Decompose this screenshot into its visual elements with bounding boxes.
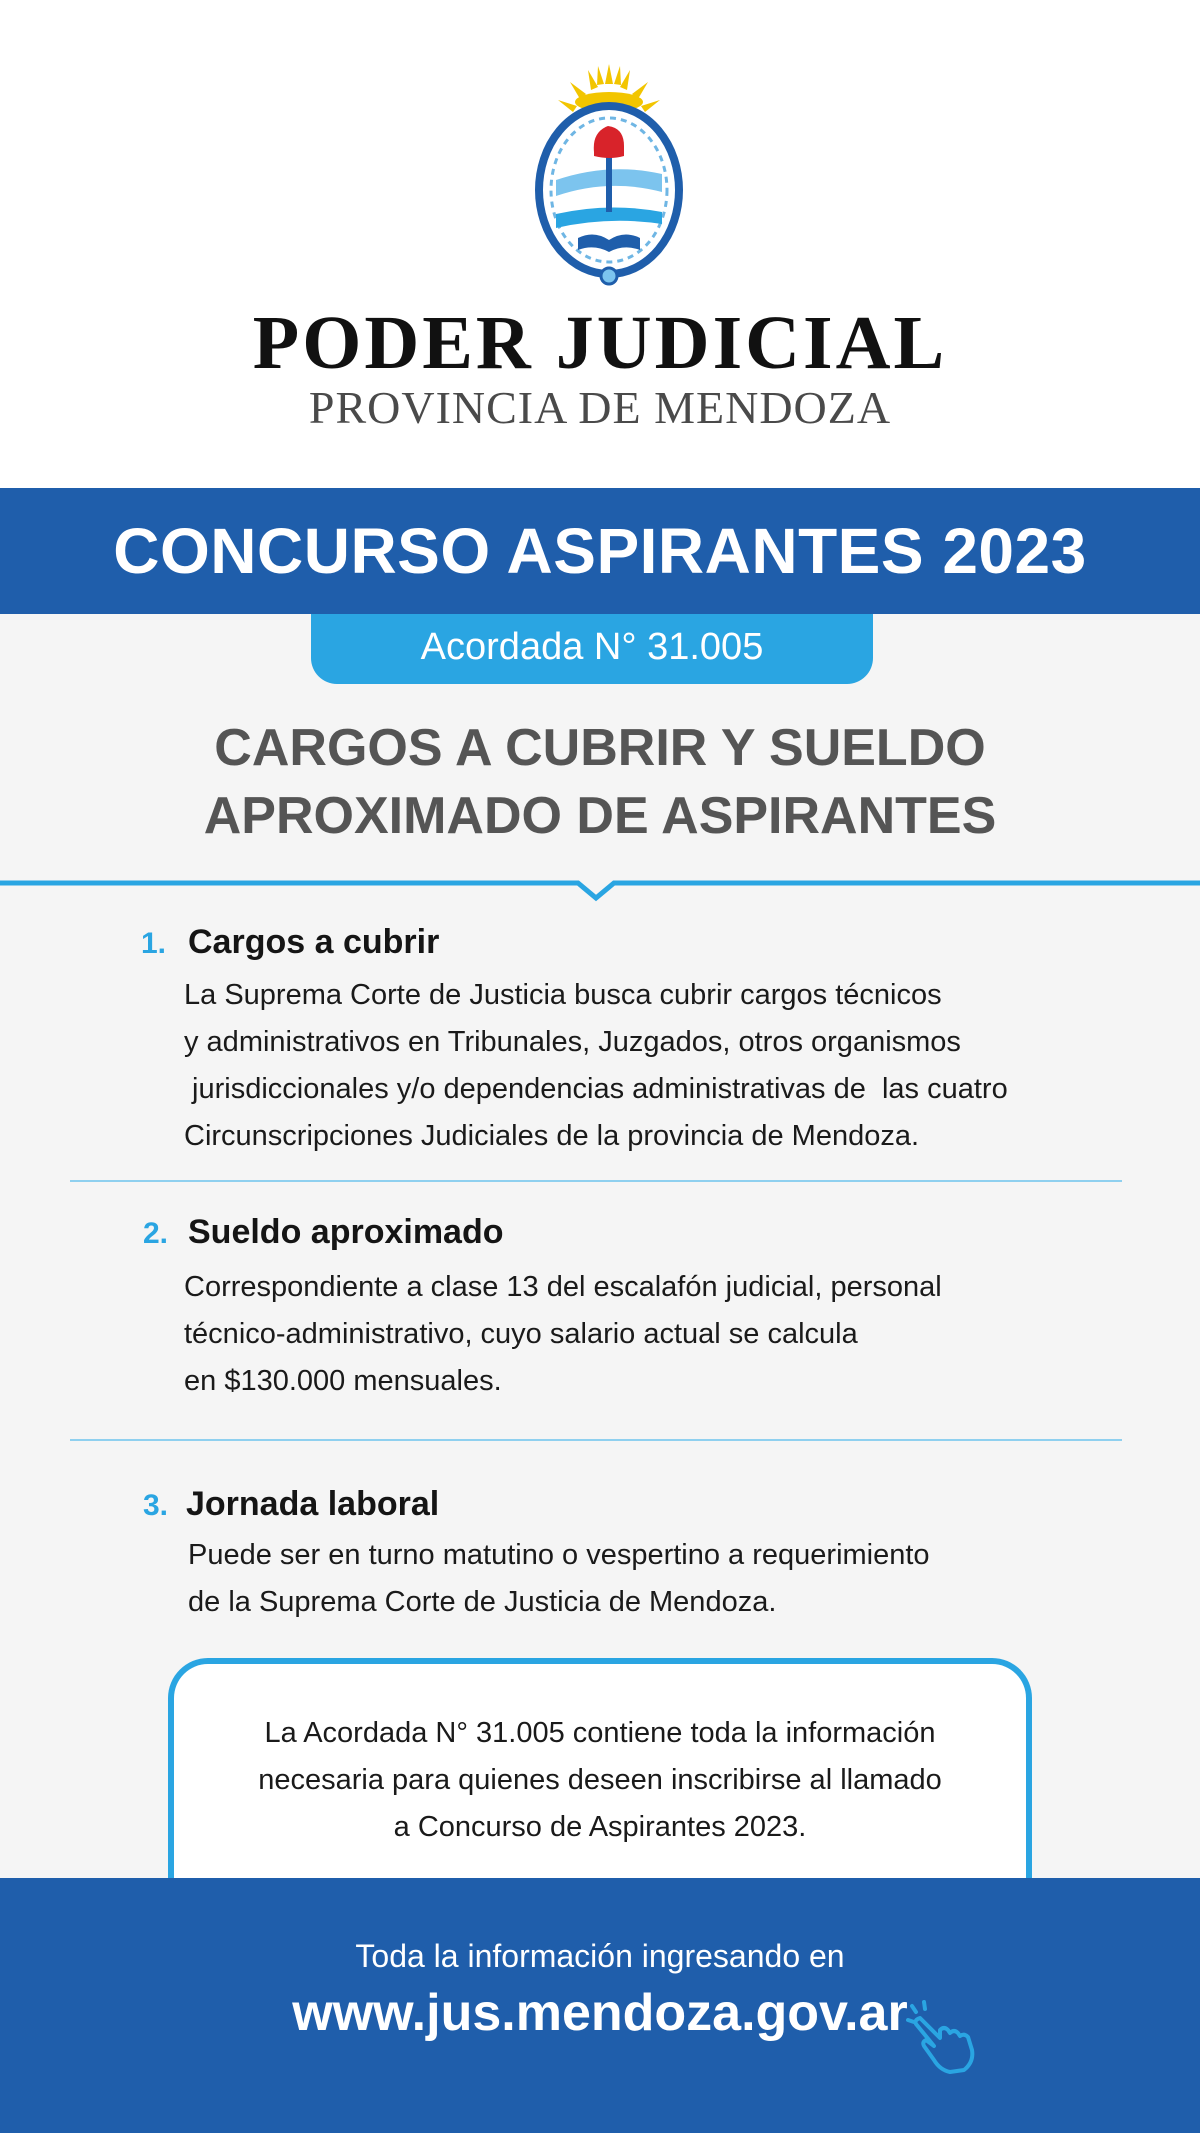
coat-of-arms-icon — [530, 62, 688, 292]
item-body — [184, 972, 1008, 1160]
title-banner — [0, 488, 1200, 614]
item-title: Sueldo aproximado — [188, 1213, 504, 1251]
info-text — [174, 1710, 1026, 1851]
item-body-line: Correspondiente a clase 13 del escalafón judicial, personal — [184, 1271, 942, 1303]
item-body-line: y administrativos en Tribunales, Juzgados, otros organismos — [184, 1026, 961, 1058]
organization-subtitle: PROVINCIA DE MENDOZA — [308, 382, 892, 433]
info-text-line: a Concurso de Aspirantes 2023. — [393, 1811, 807, 1843]
item-body-line: de la Suprema Corte de Justicia de Mendoza. — [188, 1586, 777, 1618]
footer-text: Toda la información ingresando en — [355, 1938, 845, 1974]
item-body-line: Circunscripciones Judiciales de la provincia de Mendoza. — [184, 1120, 920, 1152]
item-number: 3. — [143, 1489, 169, 1522]
info-text-line: necesaria para quienes deseen inscribirse al llamado — [258, 1764, 942, 1796]
organization-title: PODER JUDICIAL — [252, 301, 948, 385]
item-separator — [70, 1439, 1122, 1441]
info-box — [168, 1658, 1032, 1888]
banner-title: CONCURSO ASPIRANTES 2023 — [113, 515, 1087, 587]
footer — [0, 1878, 1200, 2133]
section-heading — [0, 714, 1200, 850]
item-separator — [70, 1180, 1122, 1182]
item-body-line: en $130.000 mensuales. — [184, 1365, 502, 1397]
website-link[interactable]: www.jus.mendoza.gov.ar — [292, 1984, 908, 2042]
item-body — [184, 1264, 942, 1405]
header — [0, 0, 1200, 488]
item-body-line: Puede ser en turno matutino o vespertino a requerimiento — [188, 1539, 930, 1571]
item-body-line: técnico-administrativo, cuyo salario actual se calcula — [184, 1318, 858, 1350]
section-divider — [0, 878, 1200, 908]
item-title: Cargos a cubrir — [188, 923, 440, 961]
section-heading-line1: CARGOS A CUBRIR Y SUELDO — [214, 719, 986, 777]
info-text-line: La Acordada N° 31.005 contiene toda la información — [264, 1717, 936, 1749]
acordada-badge: Acordada N° 31.005 — [311, 614, 873, 684]
item-number: 1. — [141, 927, 167, 960]
item-body-line: La Suprema Corte de Justicia busca cubrir cargos técnicos — [184, 979, 942, 1011]
item-body — [188, 1532, 930, 1626]
item-title: Jornada laboral — [186, 1485, 440, 1523]
section-heading-line2: APROXIMADO DE ASPIRANTES — [203, 787, 997, 845]
item-number: 2. — [143, 1217, 169, 1250]
item-body-line: jurisdiccionales y/o dependencias administrativas de las cuatro — [184, 1073, 1008, 1105]
pointing-hand-icon — [906, 2000, 982, 2076]
